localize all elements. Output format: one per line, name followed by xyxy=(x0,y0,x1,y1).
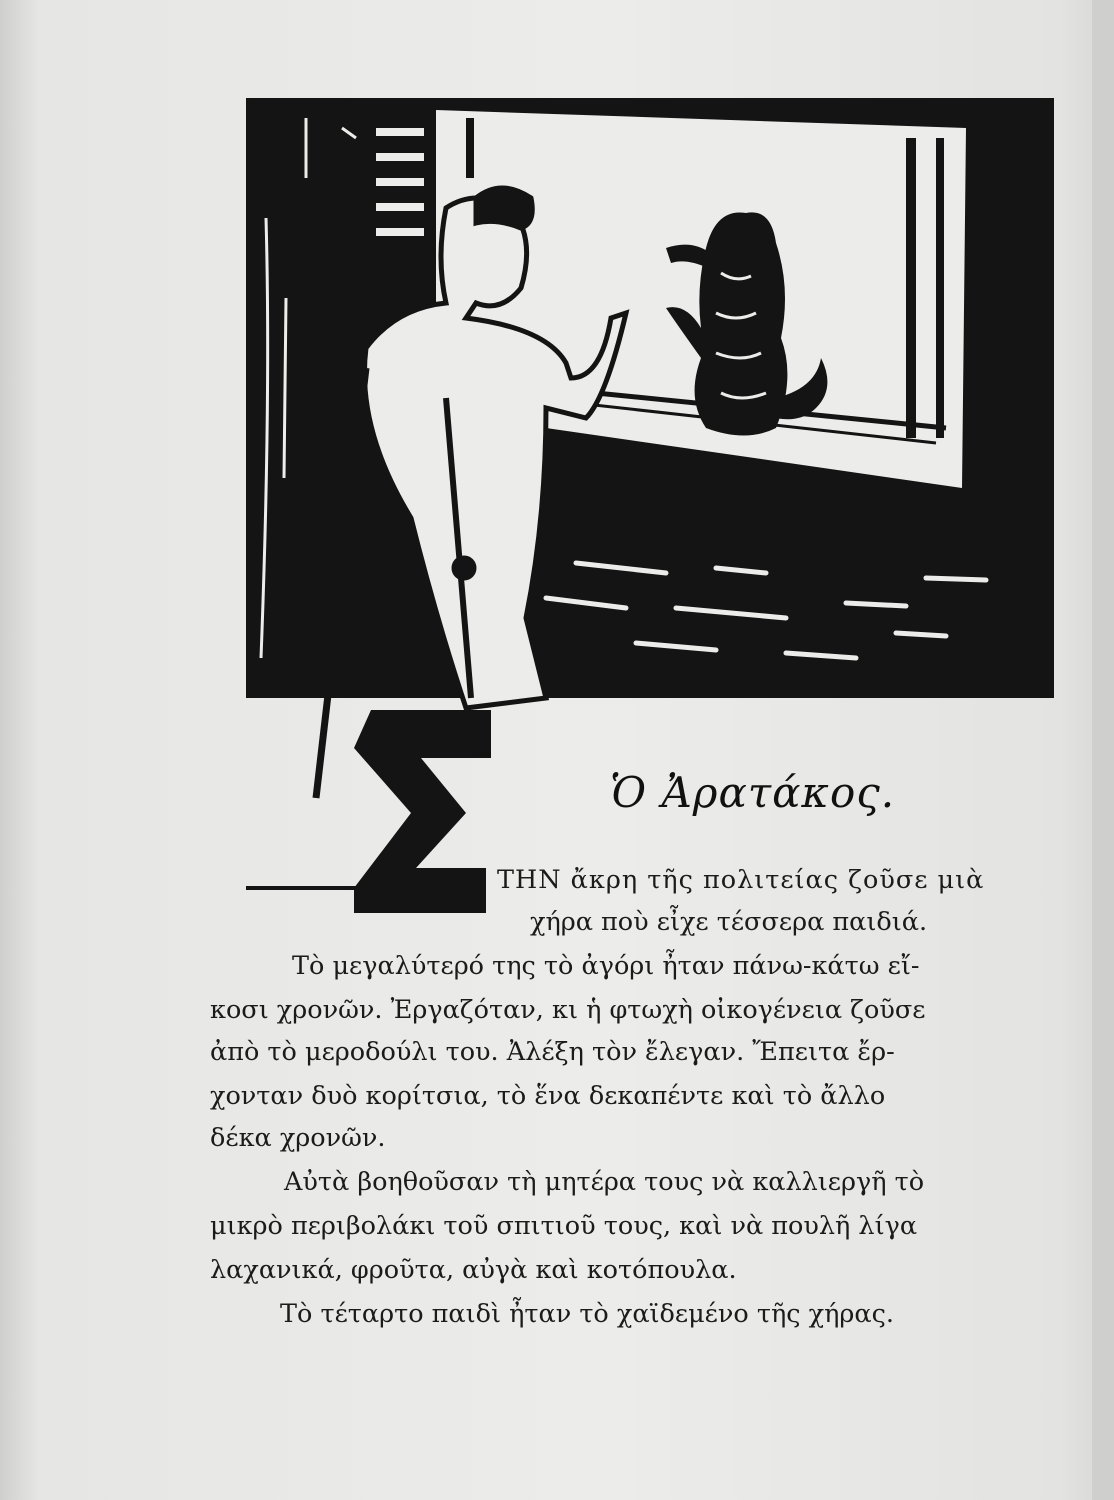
drop-cap-sigma xyxy=(354,710,491,913)
text-line: ΤΗΝ ἄκρη τῆς πολιτείας ζοῦσε μιὰ xyxy=(497,865,985,895)
text-line: λαχανικά, φροῦτα, αὐγὰ καὶ κοτόπουλα. xyxy=(210,1255,737,1285)
text-line: Αὐτὰ βοηθοῦσαν τὴ μητέρα τους νὰ καλλιεργῆ τὸ xyxy=(284,1167,925,1197)
text-line: χονταν δυὸ κορίτσια, τὸ ἕνα δεκαπέντε καὶ τὸ ἄλλο xyxy=(210,1081,886,1111)
text-line: ἀπὸ τὸ μεροδούλι του. Ἀλέξη τὸν ἔλεγαν. Ἔπειτα ἔρ- xyxy=(210,1037,895,1067)
text-line: Τὸ μεγαλύτερό της τὸ ἀγόρι ἦταν πάνω-κάτω εἴ- xyxy=(292,951,920,981)
page-binding-edge xyxy=(1092,0,1114,1500)
text-line: χήρα ποὺ εἶχε τέσσερα παιδιά. xyxy=(530,907,928,937)
text-line: δέκα χρονῶν. xyxy=(210,1123,386,1153)
text-line: κοσι χρονῶν. Ἐργαζόταν, κι ἡ φτωχὴ οἰκογένεια ζοῦσε xyxy=(210,995,926,1025)
chapter-title: Ὁ Ἀρατάκος. xyxy=(610,768,896,817)
text-line: μικρὸ περιβολάκι τοῦ σπιτιοῦ τους, καὶ νὰ πουλῆ λίγα xyxy=(210,1211,918,1241)
text-line: Τὸ τέταρτο παιδὶ ἦταν τὸ χαϊδεμένο τῆς χήρας. xyxy=(280,1299,894,1329)
